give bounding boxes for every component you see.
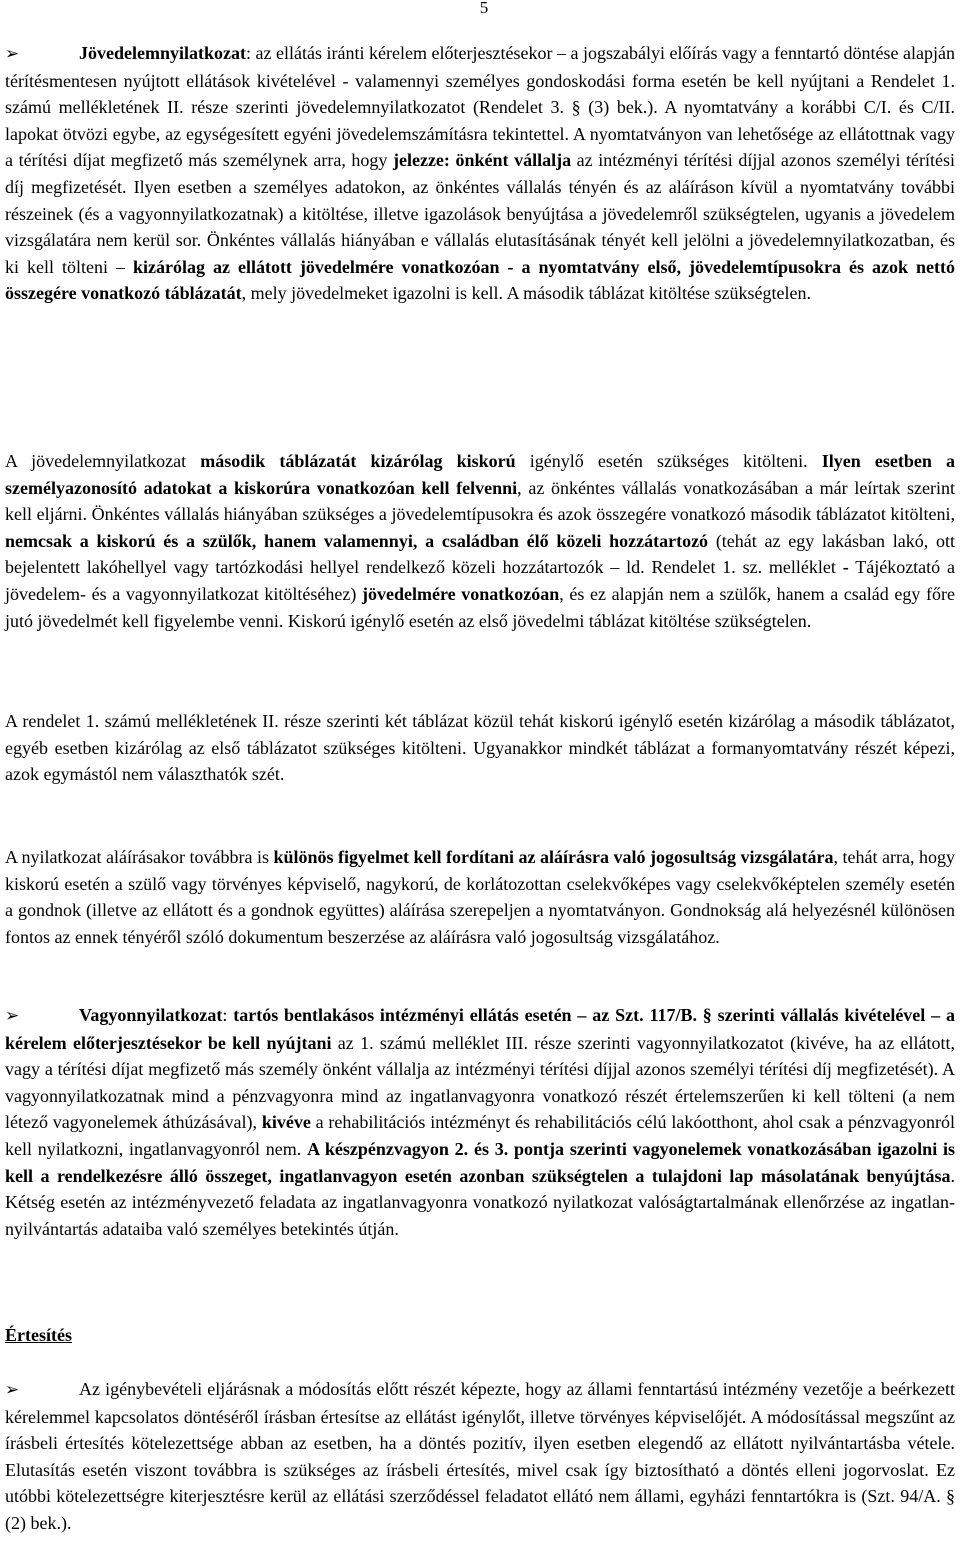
paragraph-signature: A nyilatkozat aláírásakor továbbra is különös figyelmet kell fordítani az aláírásra való jogosultság vizsgálatára, tehát arra, hogy kiskorú esetén a szülő vagy törvényes képviselő, nagykorú, de korlátozottan cselekvőképes vagy cselekvőképtelen személy esetén a gondnok (illetve az ellátott és a gondnok együttes) aláírása szerepeljen a nyomtatványon. Gondnokság alá helyezésnél különösen fontos az ennek tényéről szóló dokumentum beszerzése az aláírásra való jogosultság vizsgálatához. <box>5 847 955 947</box>
paragraph-notification: ➢ Az igénybevételi eljárásnak a módosítás előtt részét képezte, hogy az állami fenntartású intézmény vezetője a beérkezett kérelemmel kapcsolatos döntéséről írásban értesítse az ellátást igénylőt, illetve törvényes képviselőjét. A módosítással megszűnt az írásbeli értesítés kötelezettsége abban az esetben, ha a döntés pozitív, ilyen esetben elegendő az ellátott nyilvántartásba vétele. Elutasítás esetén viszont továbbra is szükséges az írásbeli értesítés, mivel csak így biztosítható a döntés elleni jogorvoslat. Ez utóbbi kötelezettségre kiterjesztésre kerül az ellátási szerződéssel feladatot ellátó nem állami, egyházi fenntartókra is (Szt. 94/A. § (2) bek.). <box>5 1379 955 1533</box>
income-declaration-term: Jövedelemnyilatkozat <box>79 43 246 63</box>
arrowhead-bullet-icon: ➢ <box>5 1380 20 1400</box>
paragraph-second-table: A jövedelemnyilatkozat második táblázatát kizárólag kiskorú igénylő esetén szükséges kitölteni. Ilyen esetben a személyazonosító adatokat a kiskorúra vonatkozóan kell felvenni, az önkéntes vállalás vonatkozásában a már leírtak szerint kell eljárni. Önkéntes vállalás hiányában szükséges a jövedelemtípusokra és azok összegére vonatkozó második táblázatot kitölteni, nemcsak a kiskorú és a szülők, hanem valamennyi, a családban élő közeli hozzátartozó (tehát az egy lakásban lakó, ott bejelentett lakóhellyel vagy tartózkodási hellyel rendelkező közeli hozzátartozók – ld. Rendelet 1. sz. melléklet - Tájékoztató a jövedelem- és a vagyonnyilatkozat kitöltéséhez) jövedelmére vonatkozóan, és ez alapján nem a szülők, hanem a család egy főre jutó jövedelmét kell figyelembe venni. Kiskorú igénylő esetén az első jövedelmi táblázat kitöltése szükségtelen. <box>5 451 956 631</box>
section-heading-notification: Értesítés <box>5 1325 72 1345</box>
paragraph-income-declaration: ➢ Jövedelemnyilatkozat: az ellátás iránti kérelem előterjesztésekor – a jogszabályi előírás vagy a fenntartó döntése alapján térítésmentesen nyújtott ellátások kivételével - valamennyi személyes gondoskodási forma esetén be kell nyújtani a Rendelet 1. számú mellékletének II. része szerinti jövedelemnyilatkozatot (Rendelet 3. § (3) bek.). A nyomtatvány a korábbi C/I. és C/II. lapokat ötvözi egybe, az egységesített egyéni jövedelemszámításra tekintettel. A nyomtatványon van lehetősége az ellátottnak vagy a térítési díjat megfizető más személynek arra, hogy jelezze: önként vállalja az intézményi térítési díjjal azonos személyi térítési díj megfizetését. Ilyen esetben a személyes adatokon, az önkéntes vállalás tényén és az aláíráson kívül a nyomtatvány további részeinek (és a vagyonnyilatkozatnak) a kitöltése, illetve igazolások benyújtása a jövedelemről szükségtelen, ugyanis a jövedelem vizsgálatára nem kerül sor. Önkéntes vállalás hiányában e vállalás elutasításának tényét kell jelölni a jövedelemnyilatkozatban, és ki kell tölteni – kizárólag az ellátott jövedelmére vonatkozóan - a nyomtatvány első, jövedelemtípusokra és azok nettó összegére vonatkozó táblázatát, mely jövedelmeket igazolni is kell. A második táblázat kitöltése szükségtelen. <box>5 43 955 304</box>
paragraph-asset-declaration: ➢ Vagyonnyilatkozat: tartós bentlakásos intézményi ellátás esetén – az Szt. 117/B. § szerinti vállalás kivételével – a kérelem előterjesztésekor be kell nyújtani az 1. számú melléklet III. része szerinti vagyonnyilatkozatot (kivéve, ha az ellátott, vagy a térítési díjat megfizető más személy önként vállalja az intézményi térítési díjjal azonos személyi térítési díj megfizetését). A vagyonnyilatkozatnak mind a pénzvagyonra mind az ingatlanvagyonra vonatkozó részét értelemszerűen ki kell tölteni (a nem létező vagyonelemek áthúzásával), kivéve a rehabilitációs intézményt és rehabilitációs célú lakóotthont, ahol csak a pénzvagyonról kell nyilatkozni, ingatlanvagyonról nem. A készpénzvagyon 2. és 3. pontja szerinti vagyonelemek vonatkozásában igazolni is kell a rendelkezésre álló összeget, ingatlanvagyon esetén azonban szükségtelen a tulajdoni lap másolatának benyújtása. Kétség esetén az intézményvezető feladata az ingatlanvagyonra vonatkozó nyilatkozat valóságtartalmának ellenőrzése az ingatlan-nyilvántartás adataiba való személyes betekintés útján. <box>5 1005 955 1239</box>
arrowhead-bullet-icon: ➢ <box>5 1006 20 1026</box>
paragraph-tables-summary: A rendelet 1. számú mellékletének II. része szerinti két táblázat közül tehát kiskorú igénylő esetén kizárólag a második táblázatot, egyéb esetben kizárólag az első táblázatot szükséges kitölteni. Ugyanakkor mindkét táblázat a formanyomtatvány részét képezi, azok egymástól nem választhatók szét. <box>5 711 955 785</box>
page-number: 5 <box>479 0 489 17</box>
asset-declaration-term: Vagyonnyilatkozat <box>79 1005 223 1025</box>
arrowhead-bullet-icon: ➢ <box>5 44 20 64</box>
